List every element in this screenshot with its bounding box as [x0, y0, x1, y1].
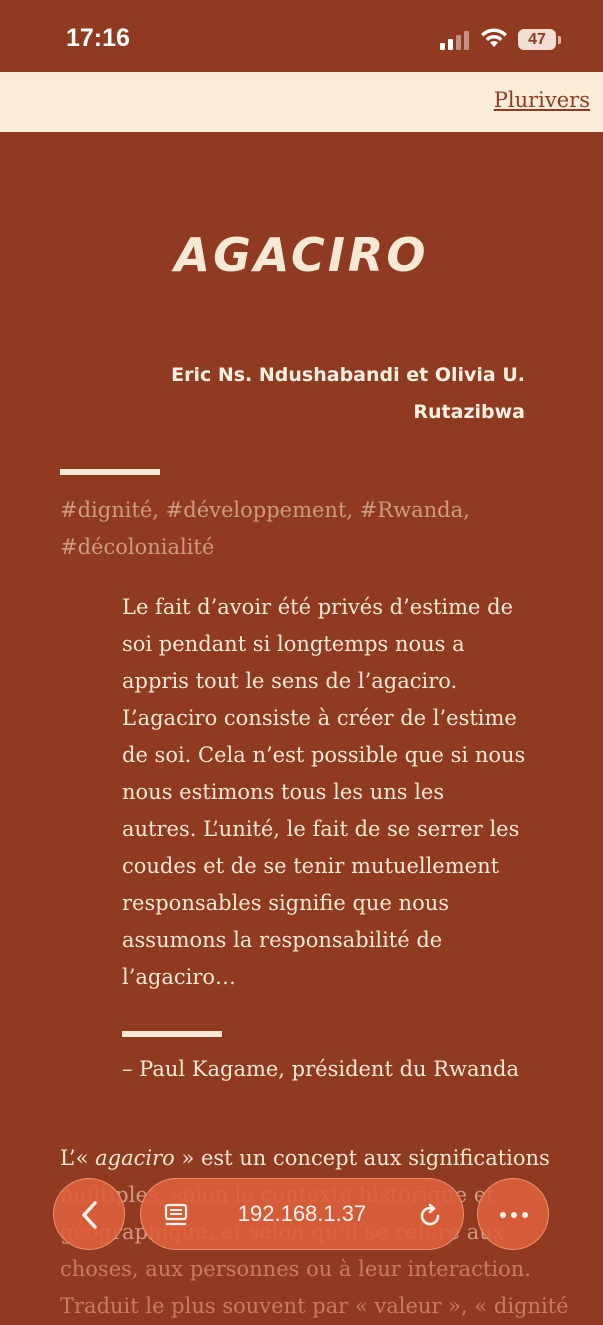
divider	[60, 469, 160, 475]
battery-tip	[558, 36, 561, 44]
back-button[interactable]	[53, 1178, 125, 1250]
divider	[122, 1031, 222, 1037]
authors-line-2: Rutazibwa	[413, 401, 525, 423]
body-line-3: géographique,	[60, 1220, 215, 1244]
body-emphasis: agaciro	[95, 1146, 175, 1170]
body-text-fragment: L’«	[60, 1146, 96, 1170]
quote-line: L’agaciro consiste à créer de l’estime	[122, 706, 517, 730]
quote-line: appris tout le sens de l’agaciro.	[122, 669, 458, 693]
quote-line: Le fait d’avoir été privés d’estime de	[122, 595, 514, 619]
quote-line: soi pendant si longtemps nous a	[122, 632, 465, 656]
quote-line: assumons la responsabilité de	[122, 928, 443, 952]
quote-attribution: – Paul Kagame, président du Rwanda	[122, 1057, 520, 1081]
battery-indicator: 47	[518, 29, 556, 50]
quote-line: responsables signifie que nous	[122, 891, 450, 915]
article-authors	[85, 357, 525, 431]
article-title: AGACIRO	[174, 228, 429, 282]
reload-icon[interactable]	[417, 1203, 443, 1229]
plurivers-link[interactable]: Plurivers	[493, 88, 590, 112]
more-button[interactable]	[477, 1178, 549, 1250]
body-line-5: Traduit le plus souvent par « valeur », « dignité	[60, 1294, 569, 1318]
status-bar	[0, 0, 603, 72]
cellular-signal-icon	[440, 30, 470, 50]
authors-line-1: Eric Ns. Ndushabandi et Olivia U.	[171, 364, 525, 386]
more-icon	[478, 1179, 550, 1251]
quote-line: autres. L’unité, le fait de se serrer les	[122, 817, 520, 841]
url-text[interactable]: 192.168.1.37	[237, 1201, 367, 1226]
body-text-fragment: » est un concept aux significations	[174, 1146, 550, 1170]
article-tags	[60, 492, 530, 566]
status-time: 17:16	[66, 24, 130, 52]
epigraph-quote	[122, 589, 552, 996]
quote-line: nous estimons tous les uns les	[122, 780, 445, 804]
chevron-left-icon	[54, 1179, 126, 1251]
tags-line-1[interactable]: #dignité, #développement, #Rwanda,	[60, 498, 470, 522]
site-header	[0, 72, 603, 132]
body-line-4: choses, aux personnes ou à leur interaction.	[60, 1257, 531, 1281]
address-bar[interactable]	[140, 1178, 464, 1250]
quote-line: l’agaciro…	[122, 965, 237, 989]
quote-line: coudes et de se tenir mutuellement	[122, 854, 500, 878]
tags-line-2[interactable]: #décolonialité	[60, 535, 215, 559]
wifi-icon	[480, 27, 508, 49]
body-line-1	[60, 1140, 580, 1177]
quote-line: de soi. Cela n’est possible que si nous	[122, 743, 526, 767]
